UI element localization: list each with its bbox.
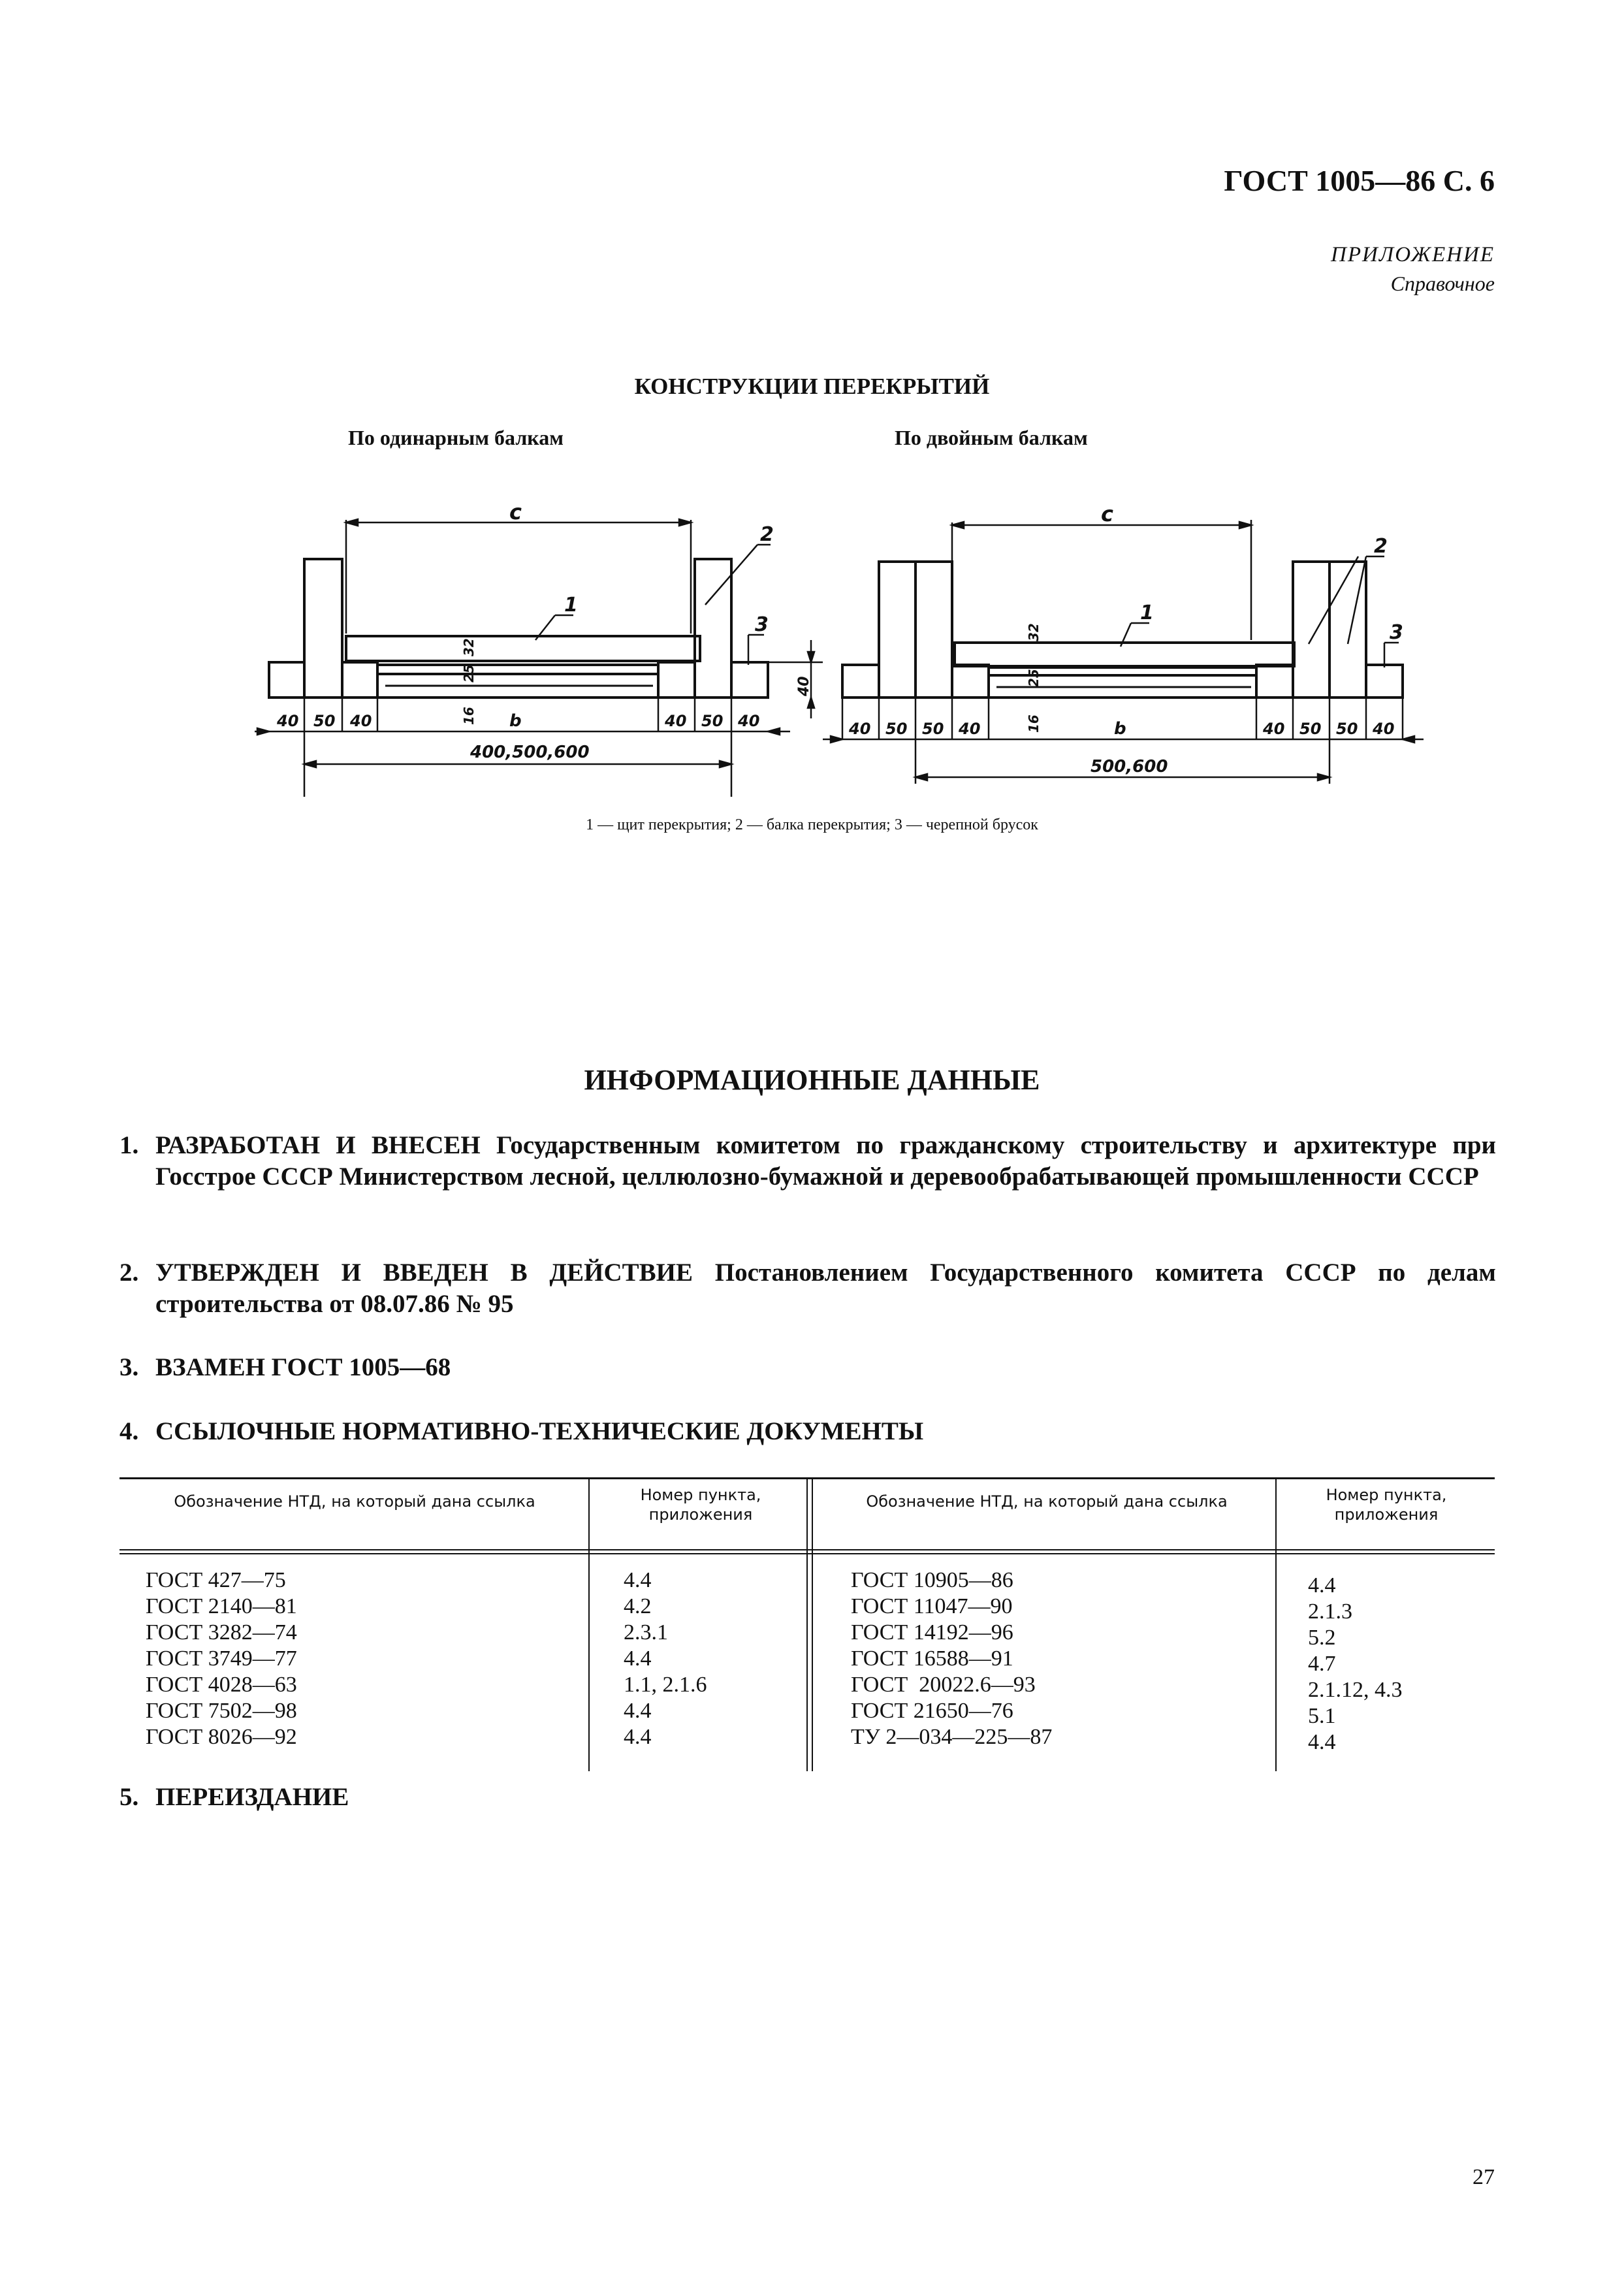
right-skull-bar-outer-r bbox=[1366, 665, 1403, 698]
dim-50-r3: 50 bbox=[1299, 720, 1322, 738]
dim-40-l4: 40 bbox=[738, 712, 760, 730]
dim-32-left: 32 bbox=[461, 638, 477, 656]
dim-50-r1: 50 bbox=[885, 720, 908, 738]
right-beam-r1 bbox=[1293, 562, 1329, 698]
item-text: ВЗАМЕН ГОСТ 1005—68 bbox=[155, 1353, 451, 1381]
label-3-left: 3 bbox=[755, 613, 769, 636]
figure-left-subtitle: По одинарным балкам bbox=[348, 426, 564, 449]
label-3-right: 3 bbox=[1390, 621, 1403, 644]
right-skull-bar-inner-l bbox=[952, 665, 989, 698]
dim-40-vertical: 40 bbox=[796, 676, 812, 696]
appendix-type: Справочное bbox=[1390, 272, 1495, 295]
item-number: 2. bbox=[119, 1259, 139, 1287]
dim-40-r2: 40 bbox=[959, 720, 981, 738]
dim-b-right: b bbox=[1114, 719, 1126, 739]
info-item-1 bbox=[119, 1130, 1496, 1193]
figure-caption: 1 — щит перекрытия; 2 — балка перекрытия; 3 — черепной брусок bbox=[586, 816, 1038, 833]
dim-50-l1: 50 bbox=[313, 712, 336, 730]
appendix-label: ПРИЛОЖЕНИЕ bbox=[1331, 243, 1495, 266]
label-2-left: 2 bbox=[760, 523, 774, 546]
item-text: ССЫЛОЧНЫЕ НОРМАТИВНО-ТЕХНИЧЕСКИЕ ДОКУМЕНТЫ bbox=[155, 1417, 924, 1445]
dim-40-l1: 40 bbox=[277, 712, 299, 730]
info-item-5 bbox=[119, 1782, 1496, 1813]
figure-right-subtitle: По двойным балкам bbox=[895, 426, 1088, 449]
table-left-clauses: 4.4 4.2 2.3.1 4.4 1.1, 2.1.6 4.4 4.4 bbox=[624, 1568, 707, 1749]
table-right-clauses: 4.4 2.1.3 5.2 4.7 2.1.12, 4.3 5.1 4.4 bbox=[1308, 1573, 1403, 1754]
dim-40-l2: 40 bbox=[350, 712, 372, 730]
dim-b-left: b bbox=[509, 711, 522, 731]
dim-16-right: 16 bbox=[1026, 714, 1042, 733]
dim-40-l3: 40 bbox=[665, 712, 687, 730]
item-number: 5. bbox=[119, 1783, 139, 1811]
right-skull-bar-outer-l bbox=[842, 665, 879, 698]
dim-40-r4: 40 bbox=[1373, 720, 1395, 738]
left-skull-bar-outer-l bbox=[269, 662, 304, 698]
item-number: 4. bbox=[119, 1417, 139, 1445]
info-item-4 bbox=[119, 1416, 1496, 1447]
label-c-left: c bbox=[509, 500, 522, 524]
dim-40-r3: 40 bbox=[1263, 720, 1285, 738]
floor-construction-drawing bbox=[248, 496, 1424, 823]
header-clause-right: Номер пункта, приложения bbox=[1326, 1486, 1447, 1524]
right-beam-l2 bbox=[915, 562, 952, 698]
right-skull-bar-inner-r bbox=[1256, 665, 1293, 698]
dim-50-r4: 50 bbox=[1336, 720, 1358, 738]
header-doc-left: Обозначение НТД, на который дана ссылка bbox=[174, 1492, 535, 1511]
left-skull-bar-outer-r bbox=[731, 662, 768, 698]
dim-25-left: 25 bbox=[461, 664, 477, 682]
left-floor-panel bbox=[346, 636, 700, 661]
item-text: УТВЕРЖДЕН И ВВЕДЕН В ДЕЙСТВИЕ Постановлением Государственного комитета СССР по делам строительства от 08.07.86 № 95 bbox=[155, 1259, 1496, 1318]
page-number: 27 bbox=[1473, 2165, 1495, 2189]
right-beam-l1 bbox=[879, 562, 915, 698]
figure-title: КОНСТРУКЦИИ ПЕРЕКРЫТИЙ bbox=[634, 374, 990, 399]
label-1-right: 1 bbox=[1140, 602, 1154, 624]
label-1-left: 1 bbox=[564, 594, 578, 617]
item-text: РАЗРАБОТАН И ВНЕСЕН Государственным комитетом по гражданскому строительству и архитектуре при Госстрое СССР Министерством лесной, целлюлозно-бумажной и деревообрабатывающей промышленности СССР bbox=[155, 1131, 1496, 1191]
header-doc-right: Обозначение НТД, на который дана ссылка bbox=[866, 1492, 1228, 1511]
dim-32-right: 32 bbox=[1026, 623, 1042, 641]
dim-left-total: 400,500,600 bbox=[470, 743, 590, 762]
table-left-docs: ГОСТ 427—75 ГОСТ 2140—81 ГОСТ 3282—74 ГОСТ 3749—77 ГОСТ 4028—63 ГОСТ 7502—98 ГОСТ 8026—92 bbox=[146, 1568, 297, 1749]
dim-50-r2: 50 bbox=[922, 720, 944, 738]
item-text: ПЕРЕИЗДАНИЕ bbox=[155, 1783, 349, 1811]
left-skull-bar-inner-r bbox=[658, 662, 695, 698]
right-floor-panel bbox=[955, 643, 1294, 666]
left-skull-bar-inner-l bbox=[342, 662, 377, 698]
header-clause-left: Номер пункта, приложения bbox=[640, 1486, 761, 1524]
item-number: 3. bbox=[119, 1353, 139, 1381]
reference-documents-table bbox=[119, 1477, 1495, 1771]
dim-25-right: 25 bbox=[1026, 669, 1042, 687]
section-title: ИНФОРМАЦИОННЫЕ ДАННЫЕ bbox=[584, 1064, 1040, 1096]
dim-50-l2: 50 bbox=[701, 712, 724, 730]
dim-right-total: 500,600 bbox=[1091, 757, 1168, 777]
dim-40-r1: 40 bbox=[849, 720, 871, 738]
left-panel-frame bbox=[377, 665, 658, 698]
table-right-docs: ГОСТ 10905—86 ГОСТ 11047—90 ГОСТ 14192—96 ГОСТ 16588—91 ГОСТ 20022.6—93 ГОСТ 21650—76 ТУ 2—034—225—87 bbox=[851, 1568, 1053, 1749]
info-item-3 bbox=[119, 1352, 1496, 1383]
left-beam-l bbox=[304, 559, 342, 698]
document-code: ГОСТ 1005—86 С. 6 bbox=[1224, 164, 1495, 197]
item-number: 1. bbox=[119, 1131, 139, 1159]
info-item-2 bbox=[119, 1257, 1496, 1320]
label-c-right: c bbox=[1101, 502, 1113, 526]
dim-16-left: 16 bbox=[461, 707, 477, 725]
label-2-right: 2 bbox=[1374, 535, 1388, 558]
